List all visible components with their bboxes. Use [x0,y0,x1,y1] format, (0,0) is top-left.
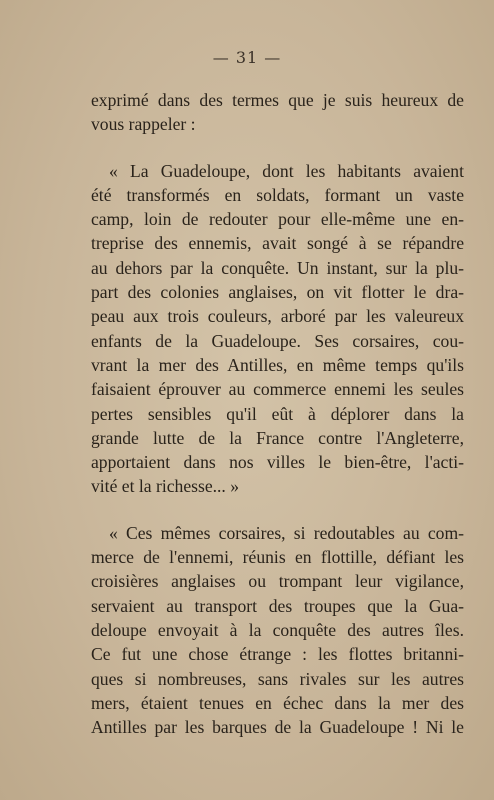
text-line: ques si nombreuses, sans rivales sur les autres [91,668,464,689]
text-line: vous rappeler : [91,114,196,135]
text-line: deloupe envoyait à la conquête des autres îles. [91,619,464,640]
text-line: treprise des ennemis, avait songé à se répandre [91,233,464,254]
text-line: servaient au transport des troupes que la Gua- [91,595,464,616]
text-line: enfants de la Guadeloupe. Ses corsaires, cou- [91,330,464,351]
text-line: apportaient dans nos villes le bien-être, l'acti- [91,452,464,473]
text-line: Ce fut une chose étrange : les flottes britanni- [91,644,464,665]
text-line: vrant la mer des Antilles, en même temps qu'ils [91,354,464,375]
paragraph-2 [91,159,464,499]
text-line: « La Guadeloupe, dont les habitants avaient [109,160,464,181]
paragraph-3 [91,521,464,740]
paragraph-1 [91,88,464,137]
text-line: grande lutte de la France contre l'Angleterre, [91,427,464,448]
body-text [91,88,464,739]
text-line: « Ces mêmes corsaires, si redoutables au com- [109,522,464,543]
text-line: été transformés en soldats, formant un vaste [91,184,464,205]
text-line: faisaient éprouver au commerce ennemi les seules [91,379,464,400]
text-line: exprimé dans des termes que je suis heureux de [91,90,464,110]
text-line: vité et la richesse... » [91,476,240,497]
page-number: — 31 — [212,48,282,67]
text-line: Antilles par les barques de la Guadeloupe ! Ni le [91,717,464,738]
text-line: merce de l'ennemi, réunis en flottille, défiant les [91,547,464,568]
text-line: part des colonies anglaises, on vit flotter le dra- [91,282,464,303]
text-line: au dehors par la conquête. Un instant, sur la plu- [91,257,464,278]
text-line: croisières anglaises ou trompant leur vigilance, [91,571,464,592]
text-line: peau aux trois couleurs, arboré par les valeureux [91,306,464,327]
text-line: pertes sensibles qu'il eût à déplorer dans la [91,403,464,424]
text-line: camp, loin de redouter pour elle-même une en- [91,209,464,230]
text-line: mers, étaient tenues en échec dans la mer des [91,692,464,713]
